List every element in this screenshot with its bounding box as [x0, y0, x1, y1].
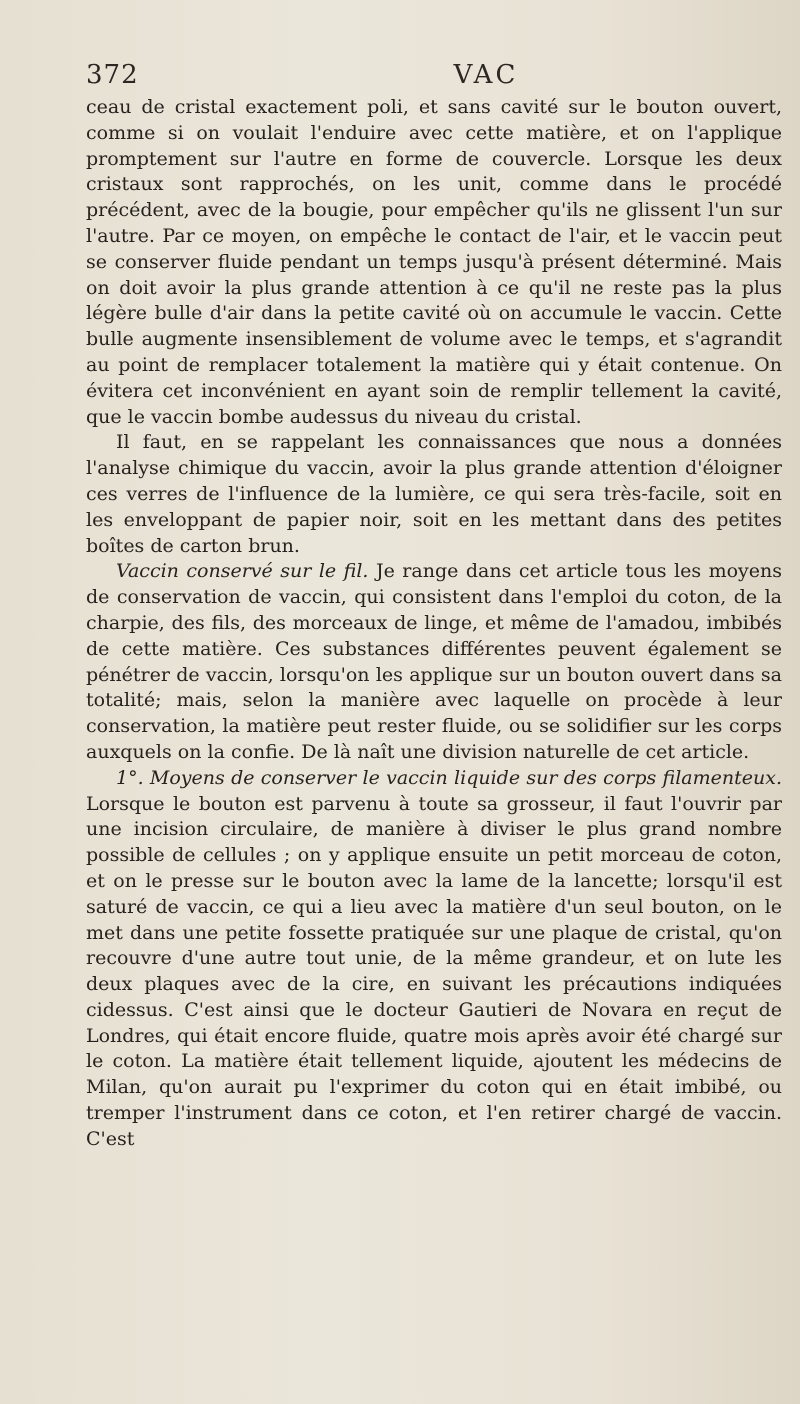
paragraph-1: [86, 95, 782, 430]
paragraph-3-lead: Vaccin conservé sur le fil.: [116, 560, 369, 583]
paragraph-4-lead: 1°. Moyens de conserver le vaccin liquide sur des corps filamenteux.: [116, 766, 782, 789]
paragraph-4-text: Lorsque le bouton est parvenu à toute sa grosseur, il faut l'ouvrir par une incision circulaire, de manière à diviser le plus grand nombre possible de cellules ; on y applique ensuite un petit morceau de coton, et on le presse sur le bouton avec la lame de la lancette; lorsqu'il est saturé de vaccin, ce qui a lieu avec la matière d'un seul bouton, on le met dans une petite fossette pratiquée sur une plaque de cristal, qu'on recouvre d'une autre tout unie, de la même grandeur, et on lute les deux plaques avec de la cire, en suivant les précautions indiquées cidessus. C'est ainsi que le docteur Gautieri de Novara en reçut de Londres, qui était encore fluide, quatre mois après avoir été chargé sur le coton. La matière était tellement liquide, ajoutent les médecins de Milan, qu'on aurait pu l'exprimer du coton qui en était imbibé, ou tremper l'instrument dans ce coton, et l'en retirer chargé de vaccin. C'est: [86, 792, 782, 1150]
paragraph-2: [86, 430, 782, 559]
paragraph-2-text: Il faut, en se rappelant les connaissances que nous a données l'analyse chimique du vaccin, avoir la plus grande attention d'éloigner ces verres de l'influence de la lumière, ce qui sera très-facile, soit en les enveloppant de papier noir, soit en les mettant dans des petites boîtes de carton brun.: [86, 431, 782, 557]
paragraph-3: [86, 559, 782, 765]
body-text: [86, 95, 782, 1153]
paragraph-4: [86, 766, 782, 1153]
running-head: VAC: [453, 60, 519, 90]
paragraph-1-text: ceau de cristal exactement poli, et sans cavité sur le bouton ouvert, comme si on voulait l'enduire avec cette matière, et on l'applique promptement sur l'autre en forme de couvercle. Lorsque les deux cristaux sont rapprochés, on les unit, comme dans le procédé précédent, avec de la bougie, pour empêcher qu'ils ne glissent l'un sur l'autre. Par ce moyen, on empêche le contact de l'air, et le vaccin peut se conserver fluide pendant un temps jusqu'à présent déterminé. Mais on doit avoir la plus grande attention à ce qu'il ne reste pas la plus légère bulle d'air dans la petite cavité où on accumule le vaccin. Cette bulle augmente insensiblement de volume avec le temps, et s'agrandit au point de remplacer totalement la matière qui y était contenue. On évitera cet inconvénient en ayant soin de remplir tellement la cavité, que le vaccin bombe audessus du niveau du cristal.: [86, 96, 782, 428]
page-header: [86, 56, 782, 96]
paragraph-3-text: Je range dans cet article tous les moyens de conservation de vaccin, qui consistent dans l'emploi du coton, de la charpie, des fils, des morceaux de linge, et même de l'amadou, imbibés de cette matière. Ces substances différentes peuvent également se pénétrer de vaccin, lorsqu'on les applique sur un bouton ouvert dans sa totalité; mais, selon la manière avec laquelle on procède à leur conservation, la matière peut rester fluide, ou se solidifier sur les corps auxquels on la confie. De là naît une division naturelle de cet article.: [86, 560, 782, 763]
page-number: 372: [86, 60, 139, 90]
